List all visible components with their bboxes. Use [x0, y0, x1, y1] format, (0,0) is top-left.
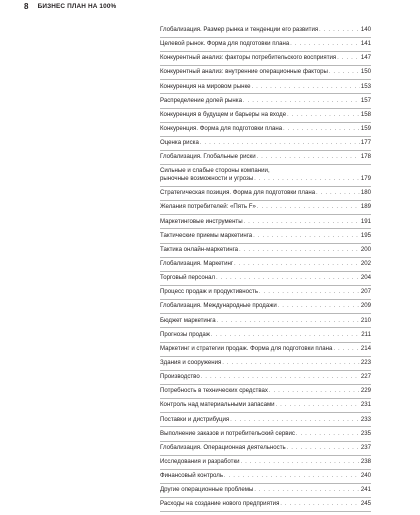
dot-leader — [257, 154, 360, 162]
toc-entry-page: 211 — [361, 330, 371, 338]
toc-entry — [160, 317, 371, 329]
toc-entry — [160, 274, 371, 286]
toc-entry-title: Торговый персонал — [160, 274, 216, 282]
dot-leader — [222, 360, 359, 368]
toc-entry — [160, 246, 371, 258]
toc-entry-page: 214 — [360, 344, 371, 352]
toc-entry — [160, 139, 371, 151]
toc-entry-title: Здания и сооружения — [160, 359, 222, 367]
table-of-contents — [160, 26, 371, 515]
toc-entry — [160, 345, 371, 357]
toc-entry — [160, 54, 371, 66]
toc-entry-page: 191 — [360, 217, 371, 225]
toc-entry — [160, 125, 371, 137]
dot-leader — [244, 219, 360, 227]
dot-leader — [269, 388, 360, 396]
toc-entry-title: Исследования и разработки — [160, 458, 240, 466]
toc-entry — [160, 111, 371, 123]
toc-entry — [160, 302, 371, 314]
toc-entry-title: рыночные возможности и угрозы — [160, 175, 254, 183]
toc-entry-page: 223 — [360, 359, 371, 367]
toc-entry-title: Конкуренция на мировом рынке — [160, 82, 251, 90]
toc-entry-title: Выполнение заказов и потребительский сервис — [160, 429, 295, 437]
toc-entry — [160, 430, 371, 442]
toc-entry-title: Другие операционные проблемы — [160, 486, 254, 494]
toc-entry-page: 179 — [360, 175, 371, 183]
toc-entry — [160, 83, 371, 95]
toc-entry — [160, 260, 371, 272]
toc-entry — [160, 387, 371, 399]
toc-entry-title: Конкуренция. Форма для подготовки плана — [160, 124, 283, 132]
toc-entry-page: 153 — [360, 82, 371, 90]
dot-leader — [287, 112, 360, 120]
toc-entry — [160, 373, 371, 385]
toc-entry — [160, 203, 371, 215]
toc-entry-title: Глобализация. Международные продажи — [160, 302, 277, 310]
toc-entry-title: Тактика онлайн-маркетинга — [160, 245, 239, 253]
toc-entry-title-first-line: Сильные и слабые стороны компании, — [160, 167, 270, 175]
dot-leader — [319, 27, 360, 35]
dot-leader — [259, 289, 360, 297]
toc-entry-title: Целевой рынок. Форма для подготовки плана — [160, 40, 290, 48]
toc-entry-page: 245 — [360, 500, 371, 508]
toc-entry — [160, 472, 371, 484]
toc-entry — [160, 444, 371, 456]
toc-entry-page: 210 — [360, 316, 371, 324]
dot-leader — [216, 275, 360, 283]
toc-entry — [160, 153, 371, 165]
toc-entry-page: 237 — [360, 443, 371, 451]
toc-entry-title: Стратегическая позиция. Форма для подготовки плана — [160, 189, 316, 197]
dot-leader — [283, 126, 360, 134]
toc-entry-page: 189 — [360, 203, 371, 211]
toc-entry-page: 147 — [360, 54, 371, 62]
toc-entry — [160, 68, 371, 80]
dot-leader — [257, 204, 360, 212]
toc-entry-page: 209 — [360, 302, 371, 310]
dot-leader — [290, 41, 360, 49]
dot-leader — [280, 501, 359, 509]
dot-leader — [239, 247, 360, 255]
toc-entry-page: 235 — [360, 429, 371, 437]
toc-entry-title: Конкуренция в будущем и барьеры на входе — [160, 110, 287, 118]
toc-entry — [160, 40, 371, 52]
toc-entry — [160, 167, 371, 187]
toc-entry — [160, 458, 371, 470]
toc-entry-page: 204 — [360, 274, 371, 282]
dot-leader — [296, 431, 360, 439]
toc-entry-page: 202 — [360, 260, 371, 268]
toc-entry-title: Контроль над материальными запасами — [160, 401, 275, 409]
dot-leader — [276, 402, 360, 410]
dot-leader — [254, 176, 360, 184]
toc-entry-title: Производство — [160, 373, 200, 381]
dot-leader — [217, 318, 360, 326]
toc-entry — [160, 401, 371, 413]
dot-leader — [316, 190, 360, 198]
toc-entry — [160, 359, 371, 371]
dot-leader — [243, 98, 360, 106]
running-head — [24, 0, 116, 12]
toc-entry — [160, 288, 371, 300]
toc-entry-title: Бюджет маркетинга — [160, 316, 216, 324]
dot-leader — [287, 445, 360, 453]
dot-leader — [329, 69, 360, 77]
toc-entry-page: 240 — [360, 472, 371, 480]
toc-entry-page: 195 — [360, 231, 371, 239]
toc-entry-title: Конкурентный анализ: внутренние операционные факторы — [160, 68, 328, 76]
toc-entry-title: Тактические приемы маркетинга — [160, 231, 253, 239]
dot-leader — [278, 303, 360, 311]
toc-entry-title: Финансовый контроль — [160, 472, 224, 480]
dot-leader — [337, 55, 360, 63]
toc-entry-title: Процесс продаж и продуктивность — [160, 288, 258, 296]
dot-leader — [253, 233, 360, 241]
page-number: 8 — [24, 1, 29, 11]
toc-entry-title: Глобализация. Размер рынка и тенденции его развития — [160, 26, 319, 33]
toc-entry-page: 157 — [360, 96, 371, 104]
toc-entry-page: 177 — [360, 139, 371, 147]
dot-leader — [201, 374, 360, 382]
toc-entry-page: 200 — [360, 245, 371, 253]
toc-entry — [160, 26, 371, 38]
toc-entry-title: Глобализация. Операционная деятельность — [160, 443, 286, 451]
toc-entry — [160, 416, 371, 428]
toc-entry-page: 241 — [360, 486, 371, 494]
dot-leader — [254, 487, 359, 495]
toc-entry-page: 140 — [360, 26, 371, 33]
toc-entry-title: Прогнозы продаж — [160, 330, 210, 338]
toc-entry-title: Маркетинговые инструменты — [160, 217, 243, 225]
toc-entry-title: Потребность в технических средствах — [160, 387, 268, 395]
dot-leader — [333, 346, 359, 354]
toc-entry — [160, 500, 371, 512]
dot-leader — [230, 417, 360, 425]
toc-entry-page: 158 — [360, 110, 371, 118]
toc-entry — [160, 486, 371, 498]
toc-entry-title: Маркетинг и стратегии продаж. Форма для подготовки плана — [160, 344, 333, 352]
toc-entry — [160, 218, 371, 230]
toc-entry-title: Конкурентный анализ: факторы потребительского восприятия — [160, 54, 337, 62]
dot-leader — [234, 261, 360, 269]
toc-entry — [160, 232, 371, 244]
toc-entry-page: 178 — [360, 153, 371, 161]
toc-entry-page: 150 — [360, 68, 371, 76]
toc-entry-title: Желания потребителей: «Пять F» — [160, 203, 256, 211]
toc-entry-page: 180 — [360, 189, 371, 197]
toc-entry-page: 231 — [360, 401, 371, 409]
toc-entry-title: Глобализация. Глобальные риски — [160, 153, 256, 161]
toc-entry-page: 238 — [360, 458, 371, 466]
toc-entry-title: Поставки и дистрибуция — [160, 415, 230, 423]
toc-entry-title: Глобализация. Маркетинг — [160, 260, 234, 268]
dot-leader — [200, 140, 360, 148]
dot-leader — [211, 332, 360, 340]
toc-entry-page: 207 — [360, 288, 371, 296]
toc-entry-title: Распределение долей рынка — [160, 96, 242, 104]
toc-entry-title: Оценка риска — [160, 139, 199, 147]
dot-leader — [252, 84, 360, 92]
toc-entry — [160, 331, 371, 343]
dot-leader — [241, 459, 360, 467]
book-title: БИЗНЕС ПЛАН НА 100% — [37, 2, 117, 10]
toc-entry-page: 229 — [360, 387, 371, 395]
toc-entry-page: 141 — [360, 40, 371, 48]
toc-entry-page: 233 — [360, 415, 371, 423]
toc-entry — [160, 189, 371, 201]
dot-leader — [224, 473, 360, 481]
toc-entry-page: 227 — [360, 373, 371, 381]
toc-entry-page: 159 — [360, 124, 371, 132]
toc-entry-title: Расходы на создание нового предприятия — [160, 500, 280, 508]
toc-entry — [160, 97, 371, 109]
